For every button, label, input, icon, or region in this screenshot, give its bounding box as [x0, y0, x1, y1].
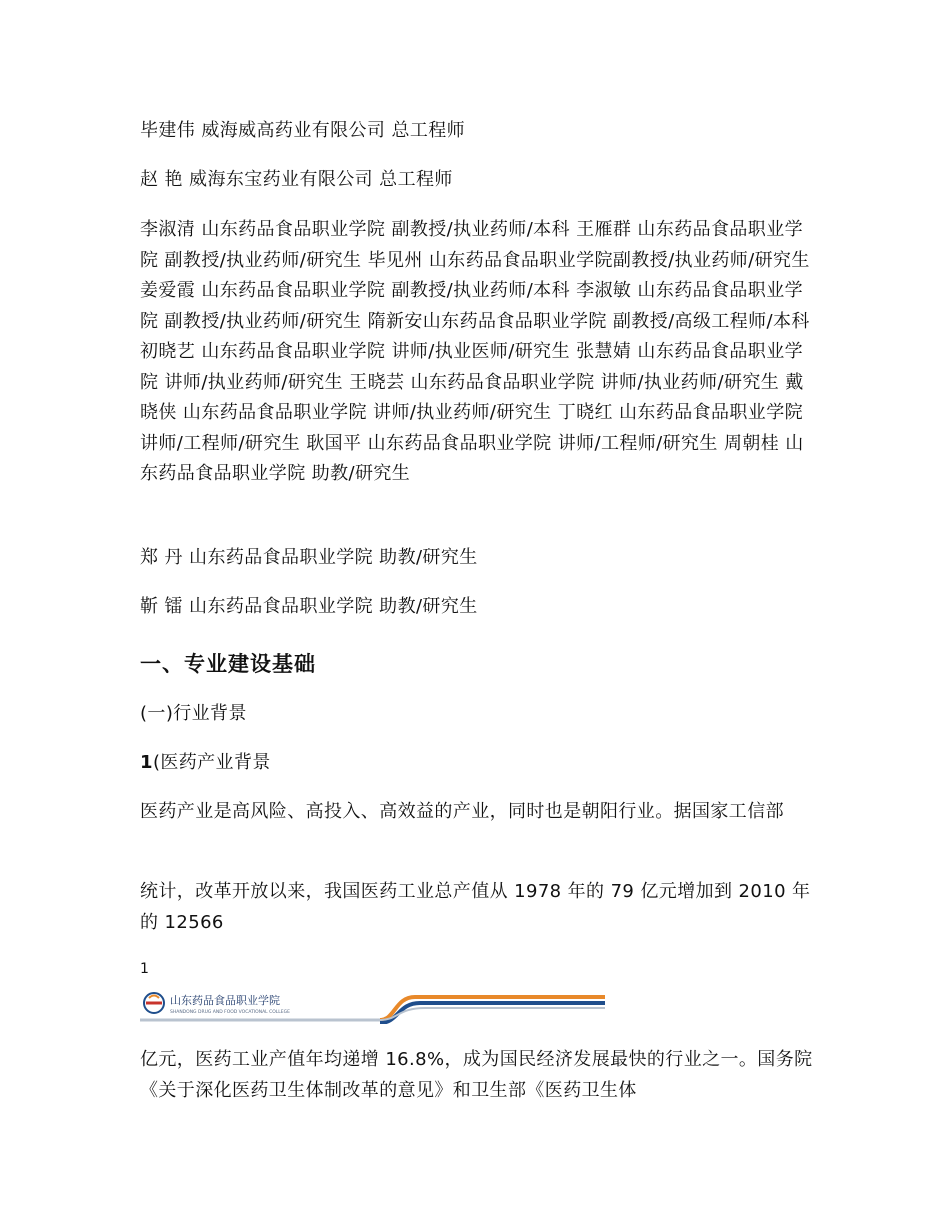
staff-line-4: 靳 镭 山东药品食品职业学院 助教/研究生	[140, 596, 478, 617]
college-banner	[140, 990, 605, 1024]
body-paragraph-1: 医药产业是高风险、高投入、高效益的产业，同时也是朝阳行业。据国家工信部	[140, 801, 784, 822]
college-logo-icon	[140, 990, 605, 1024]
item-heading	[140, 748, 815, 779]
staff-line-3: 郑 丹 山东药品食品职业学院 助教/研究生	[140, 547, 478, 568]
page-number: 1	[140, 961, 149, 977]
body-paragraph-3: 亿元，医药工业产值年均递增 16.8%，成为国民经济发展最快的行业之一。国务院《关于深化医药卫生体制改革的意见》和卫生部《医药卫生体	[140, 1049, 813, 1101]
body-paragraph-2: 统计，改革开放以来，我国医药工业总产值从 1978 年的 79 亿元增加到 2010 年的 12566	[140, 881, 811, 933]
staff-line-1: 毕建伟 威海威高药业有限公司 总工程师	[140, 120, 466, 141]
staff-line-2: 赵 艳 威海东宝药业有限公司 总工程师	[140, 169, 453, 190]
logo-title: 山东药品食品职业学院	[170, 994, 280, 1007]
logo-subtitle: SHANDONG DRUG AND FOOD VOCATIONAL COLLEGE	[170, 1010, 290, 1015]
staff-list-paragraph: 李淑清 山东药品食品职业学院 副教授/执业药师/本科 王雁群 山东药品食品职业学院 副教授/执业药师/研究生 毕见州 山东药品食品职业学院副教授/执业药师/研究生 姜爱霞 山东药品食品职业学院 副教授/执业药师/本科 李淑敏 山东药品食品职业学院 副教授/执业药师/研究生 隋新安山东药品食品职业学院 副教授/高级工程师/本科 初晓艺 山东药品食品职业学院 讲师/执业医师/研究生 张慧婧 山东药品食品职业学院 讲师/执业药师/研究生 王晓芸 山东药品食品职业学院 讲师/执业药师/研究生 戴晓侠 山东药品食品职业学院 讲师/执业药师/研究生 丁晓红 山东药品食品职业学院 讲师/工程师/研究生 耿国平 山东药品食品职业学院 讲师/工程师/研究生 周朝桂 山东药品食品职业学院 助教/研究生	[140, 219, 810, 484]
item-number: 1	[140, 752, 153, 773]
item-heading-text: (医药产业背景	[152, 752, 271, 773]
section-heading: 一、专业建设基础	[140, 652, 316, 676]
subsection-heading: (一)行业背景	[140, 703, 247, 724]
